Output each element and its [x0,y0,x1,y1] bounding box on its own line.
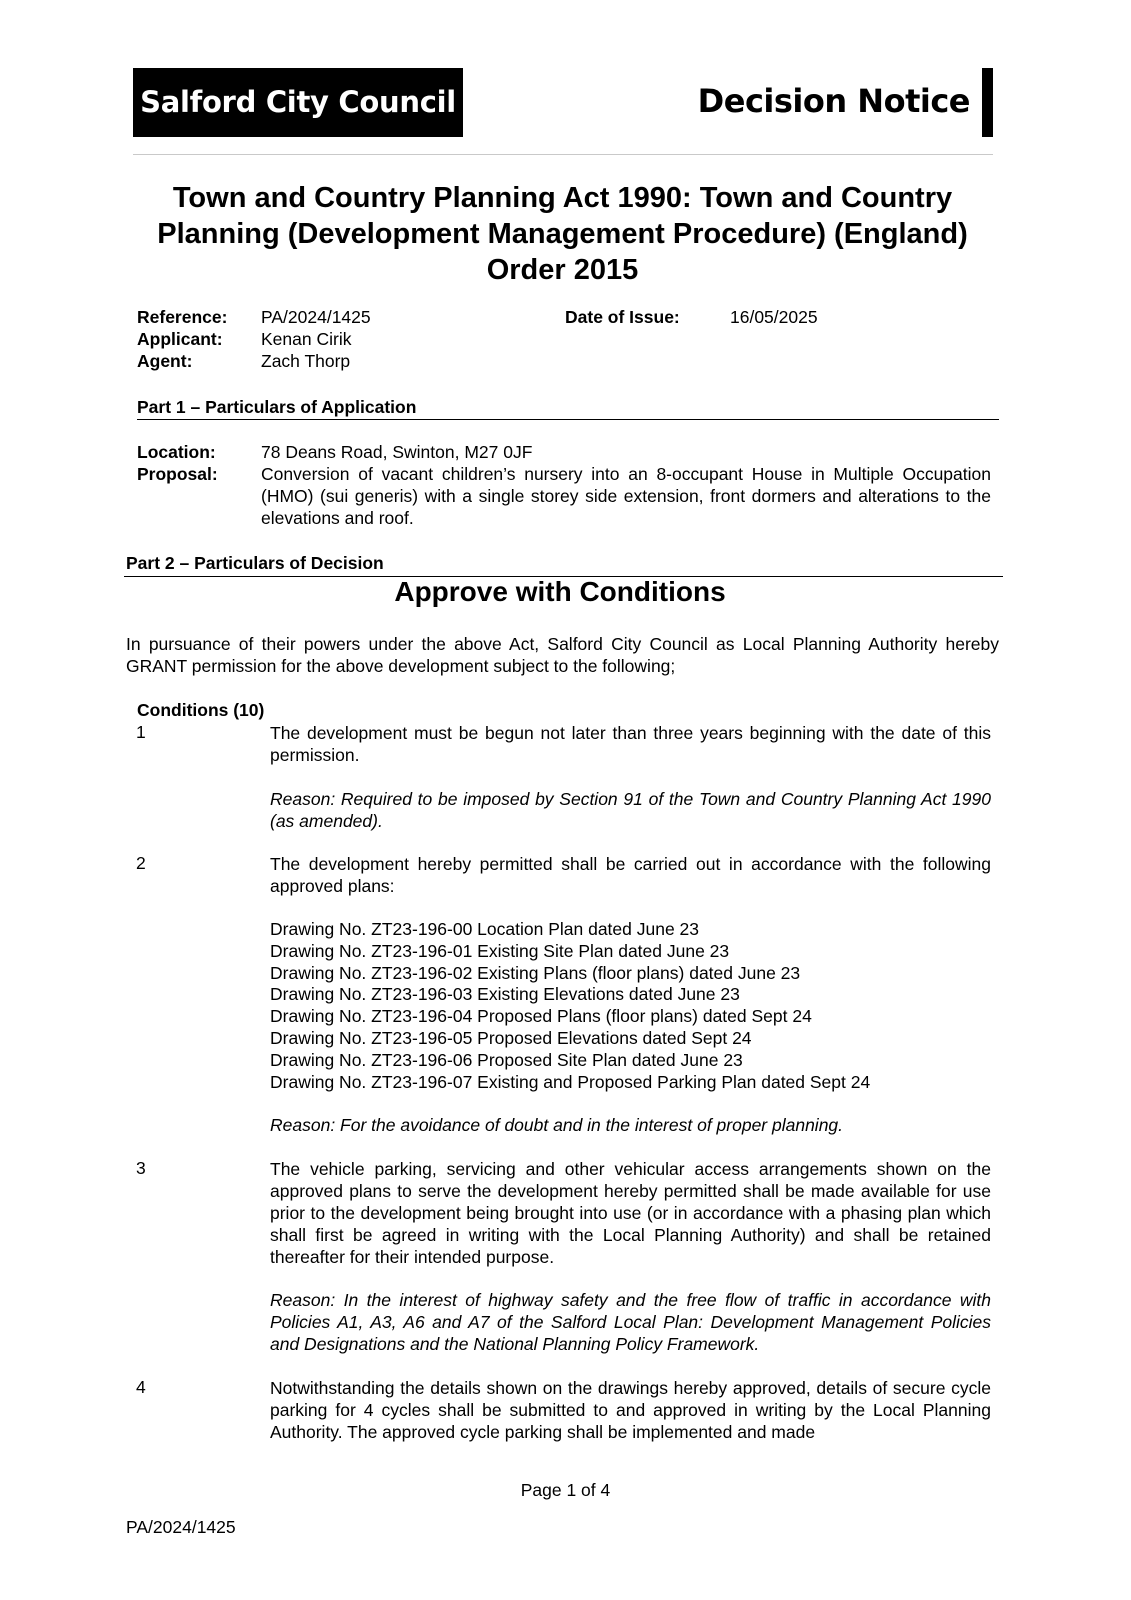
condition-reason: Reason: Required to be imposed by Section 91 of the Town and Country Planning Act 1990 (as amended). [270,789,991,831]
notice-title-bar [982,68,993,137]
applicant-value: Kenan Cirik [261,329,352,349]
drawing-item: Drawing No. ZT23-196-03 Existing Elevations dated June 23 [270,984,740,1005]
footer-reference: PA/2024/1425 [126,1517,236,1537]
drawing-item: Drawing No. ZT23-196-06 Proposed Site Plan dated June 23 [270,1049,743,1070]
condition-text: The vehicle parking, servicing and other vehicular access arrangements shown on the approved plans to serve the development hereby permitted shall be made available for use prior to the development being brought into use (or in accordance with a phasing plan which shall first be agreed in writing with the Local Planning Authority) and shall be retained thereafter for their intended purpose. [270,1159,991,1267]
part2-heading: Part 2 – Particulars of Decision [126,553,384,573]
drawing-item: Drawing No. ZT23-196-04 Proposed Plans (floor plans) dated Sept 24 [270,1006,812,1027]
page-number: Page 1 of 4 [520,1480,611,1500]
condition-number: 4 [136,1377,146,1397]
agent-value: Zach Thorp [261,351,351,371]
header-divider [133,154,993,155]
date-of-issue-value: 16/05/2025 [730,307,818,327]
part1-heading: Part 1 – Particulars of Application [137,397,417,417]
applicant-label: Applicant: [137,329,223,349]
condition-number: 1 [136,722,146,742]
location-label: Location: [137,442,216,462]
proposal-label: Proposal: [137,464,218,484]
condition-text: The development hereby permitted shall be carried out in accordance with the following approved plans: [270,854,991,896]
notice-title: Decision Notice [697,82,970,120]
drawing-item: Drawing No. ZT23-196-00 Location Plan dated June 23 [270,919,700,939]
condition-text: Notwithstanding the details shown on the drawings hereby approved, details of secure cycle parking for 4 cycles shall be submitted to and approved in writing by the Local Planning Authority. The approved cycle parking shall be implemented and made [270,1378,991,1442]
council-logo: Salford City Council [133,68,463,137]
condition-reason: Reason: For the avoidance of doubt and in the interest of proper planning. [270,1115,844,1135]
drawing-item: Drawing No. ZT23-196-02 Existing Plans (floor plans) dated June 23 [270,962,801,983]
document-title: Town and Country Planning Act 1990: Town and Country Planning (Development Management Procedure) (England) Order 2015 [157,182,968,286]
decision-heading: Approve with Conditions [394,576,726,607]
drawing-item: Drawing No. ZT23-196-01 Existing Site Plan dated June 23 [270,940,730,961]
agent-label: Agent: [137,351,193,371]
condition-number: 2 [136,853,146,873]
reference-label: Reference: [137,307,228,327]
location-value: 78 Deans Road, Swinton, M27 0JF [261,442,533,462]
drawing-item: Drawing No. ZT23-196-07 Existing and Proposed Parking Plan dated Sept 24 [270,1071,871,1092]
condition-reason: Reason: In the interest of highway safety and the free flow of traffic in accordance with Policies A1, A3, A6 and A7 of the Salford Local Plan: Development Management Policies and Designations and the National Planning Policy Framework. [270,1290,991,1354]
reference-value: PA/2024/1425 [261,307,371,327]
date-of-issue-label: Date of Issue: [565,307,680,327]
drawing-item: Drawing No. ZT23-196-05 Proposed Elevations dated Sept 24 [270,1027,752,1048]
application-details [137,306,987,372]
condition-text: The development must be begun not later than three years beginning with the date of this permission. [270,723,991,765]
part1-rule [137,419,999,420]
approved-drawings-list [270,919,991,1093]
condition-number: 3 [136,1158,146,1178]
decision-intro: In pursuance of their powers under the above Act, Salford City Council as Local Planning Authority hereby GRANT permission for the above development subject to the following; [126,634,999,676]
proposal-value: Conversion of vacant children’s nursery into an 8-occupant House in Multiple Occupation (HMO) (sui generis) with a single storey side extension, front dormers and alterations to the elevations and roof. [261,464,991,528]
conditions-heading: Conditions (10) [137,700,265,720]
